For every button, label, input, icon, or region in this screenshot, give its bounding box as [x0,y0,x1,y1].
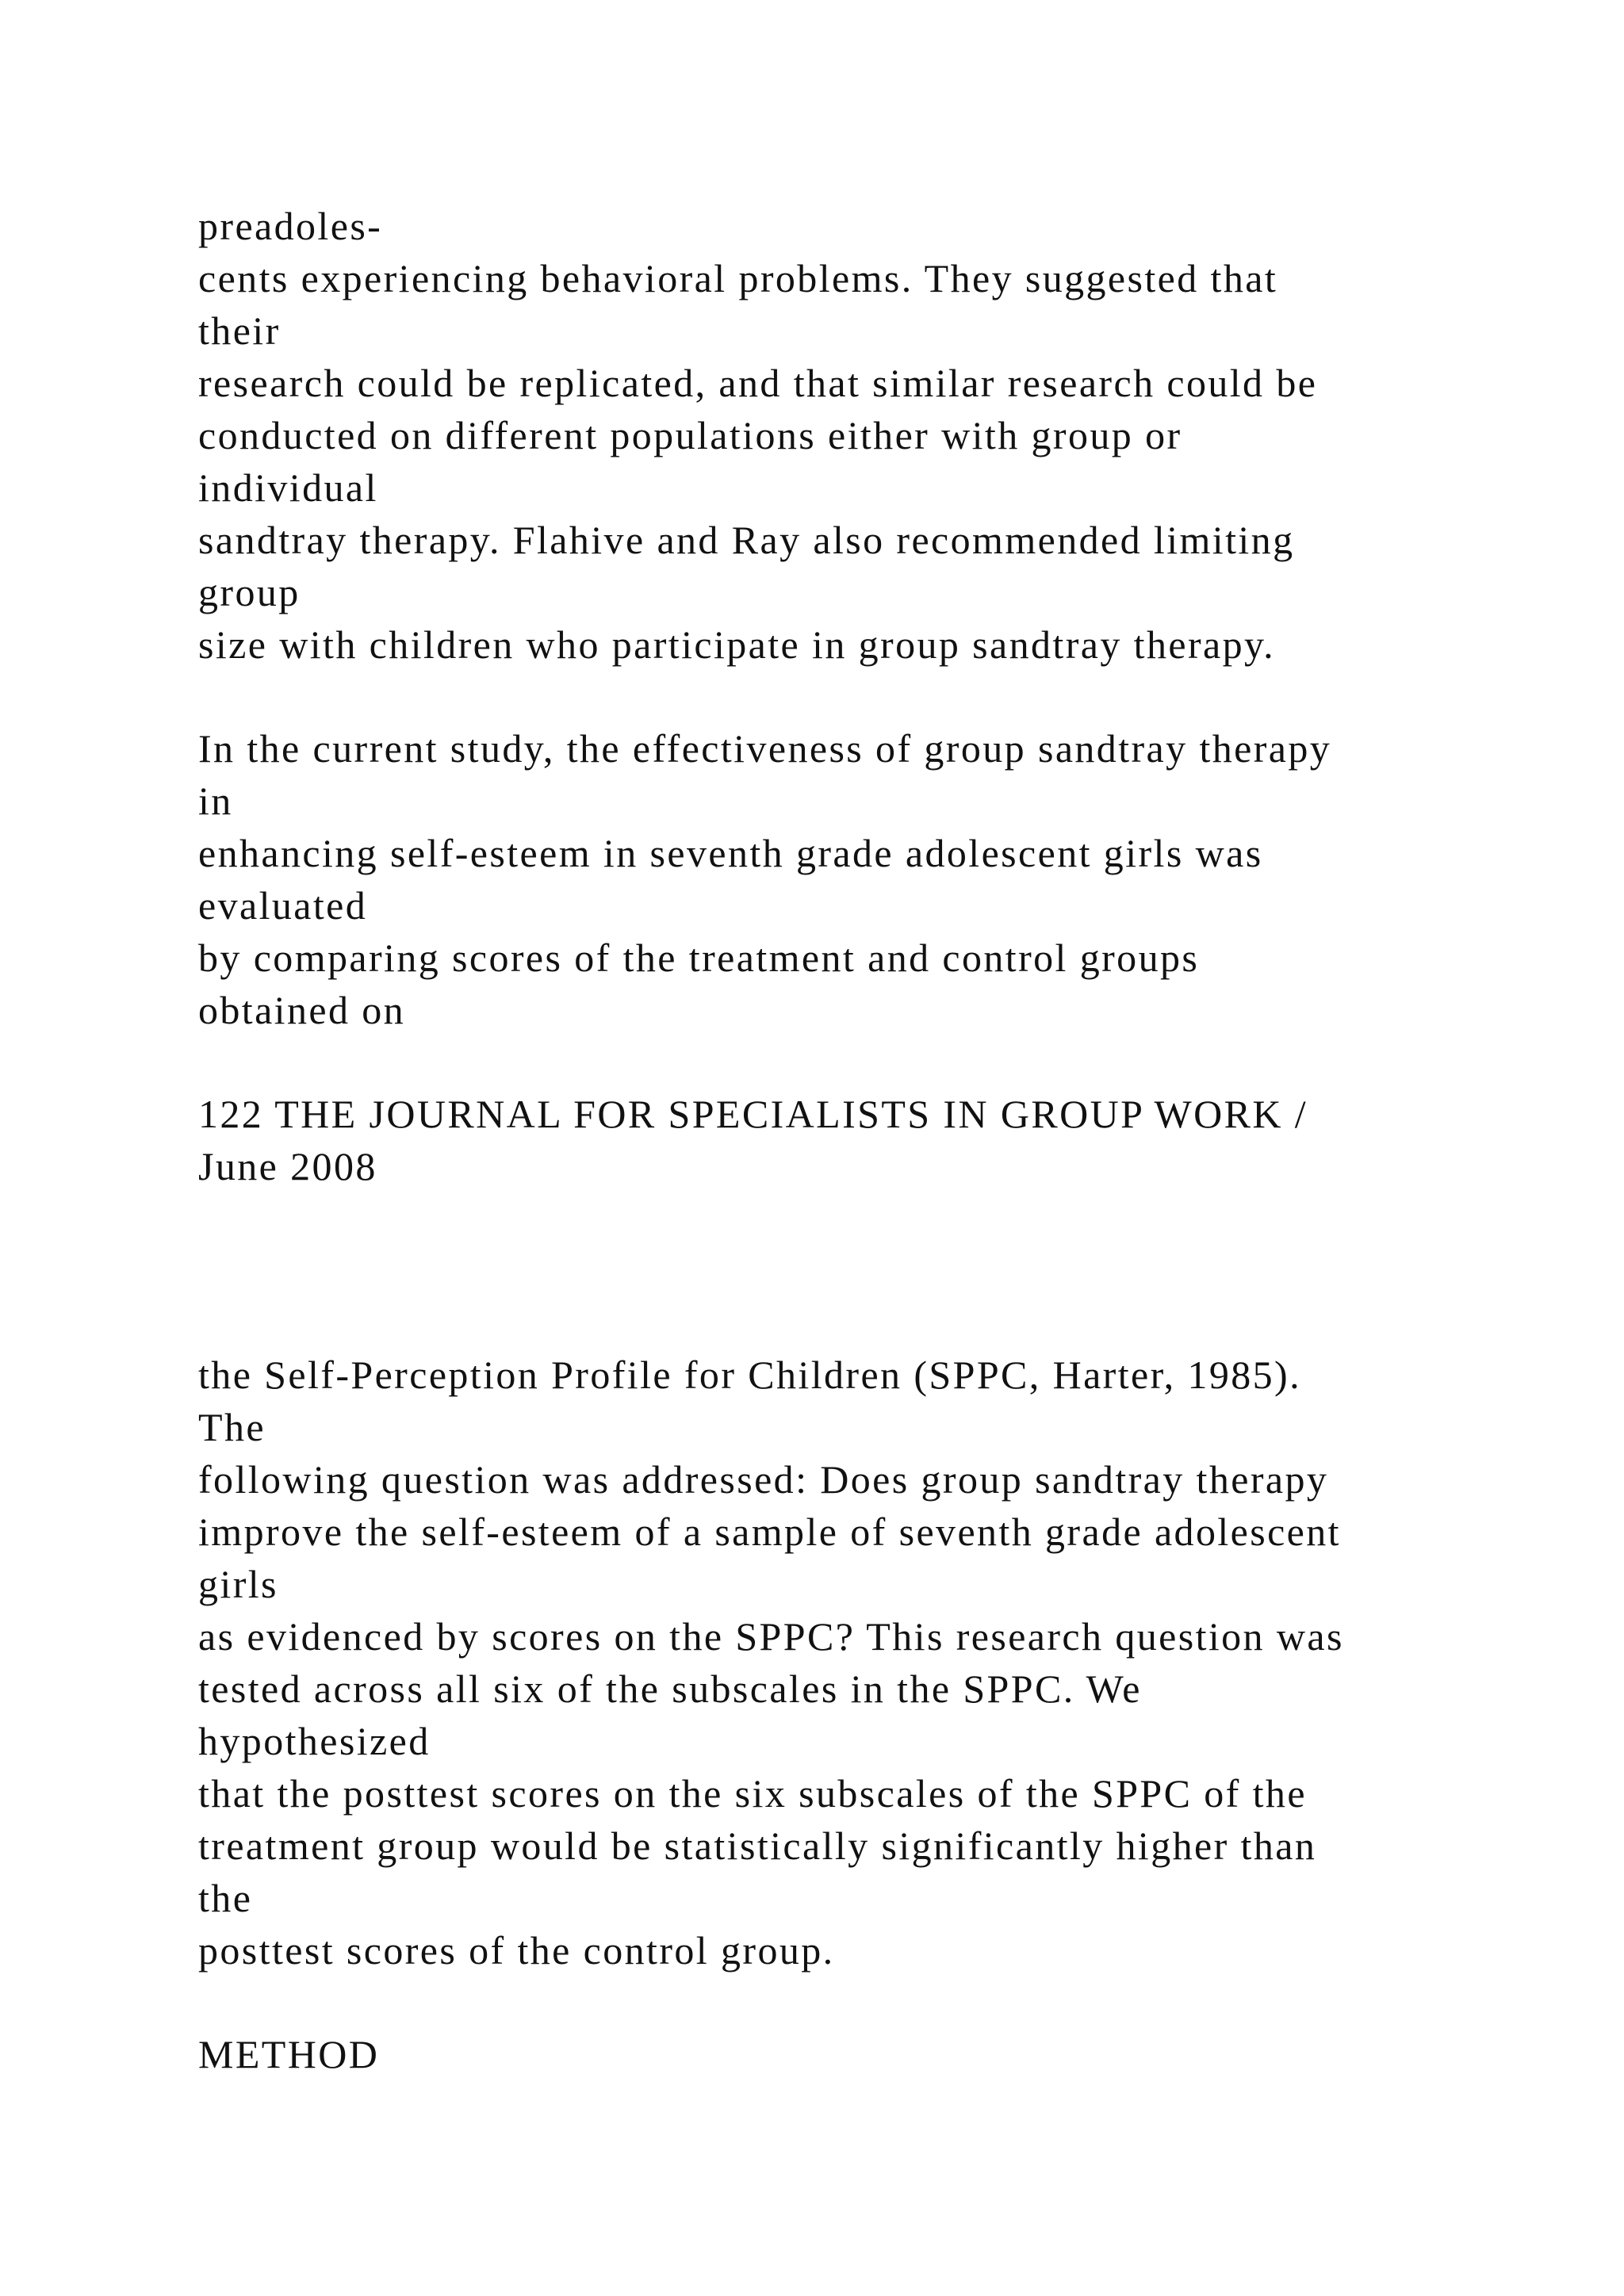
text-line: preadoles- [198,204,383,248]
text-line: conducted on different populations either with group or [198,413,1182,457]
running-footer: 122 THE JOURNAL FOR SPECIALISTS IN GROUP WORK / [198,1092,1308,1136]
text-line: group [198,570,301,614]
section-heading: METHOD [198,2032,380,2076]
text-line: cents experiencing behavioral problems. They suggested that [198,256,1278,300]
text-line: size with children who participate in group sandtray therapy. [198,622,1276,667]
text-line: sandtray therapy. Flahive and Ray also recommended limiting [198,518,1295,562]
text-line: the Self-Perception Profile for Children (SPPC, Harter, 1985). [198,1353,1302,1397]
text-line: posttest scores of the control group. [198,1928,835,1973]
text-line: In the current study, the effectiveness of group sandtray therapy [198,726,1332,771]
text-line: by comparing scores of the treatment and control groups [198,936,1200,980]
text-line: in [198,779,233,823]
text-line: obtained on [198,988,406,1032]
text-line: hypothesized [198,1719,431,1763]
text-line: The [198,1405,266,1449]
running-footer: June 2008 [198,1144,377,1188]
text-line: tested across all six of the subscales in the SPPC. We [198,1667,1142,1711]
text-line: enhancing self-esteem in seventh grade adolescent girls was [198,831,1263,875]
text-line: as evidenced by scores on the SPPC? This research question was [198,1614,1344,1659]
text-line: treatment group would be statistically significantly higher than [198,1823,1317,1868]
text-line: the [198,1876,253,1920]
text-line: improve the self-esteem of a sample of seventh grade adolescent [198,1510,1341,1554]
text-line: their [198,308,281,353]
text-line: individual [198,465,378,510]
text-line: that the posttest scores on the six subscales of the SPPC of the [198,1771,1307,1816]
text-line: girls [198,1562,278,1606]
text-line: following question was addressed: Does group sandtray therapy [198,1457,1329,1502]
text-line: research could be replicated, and that similar research could be [198,361,1318,405]
text-line: evaluated [198,883,368,928]
